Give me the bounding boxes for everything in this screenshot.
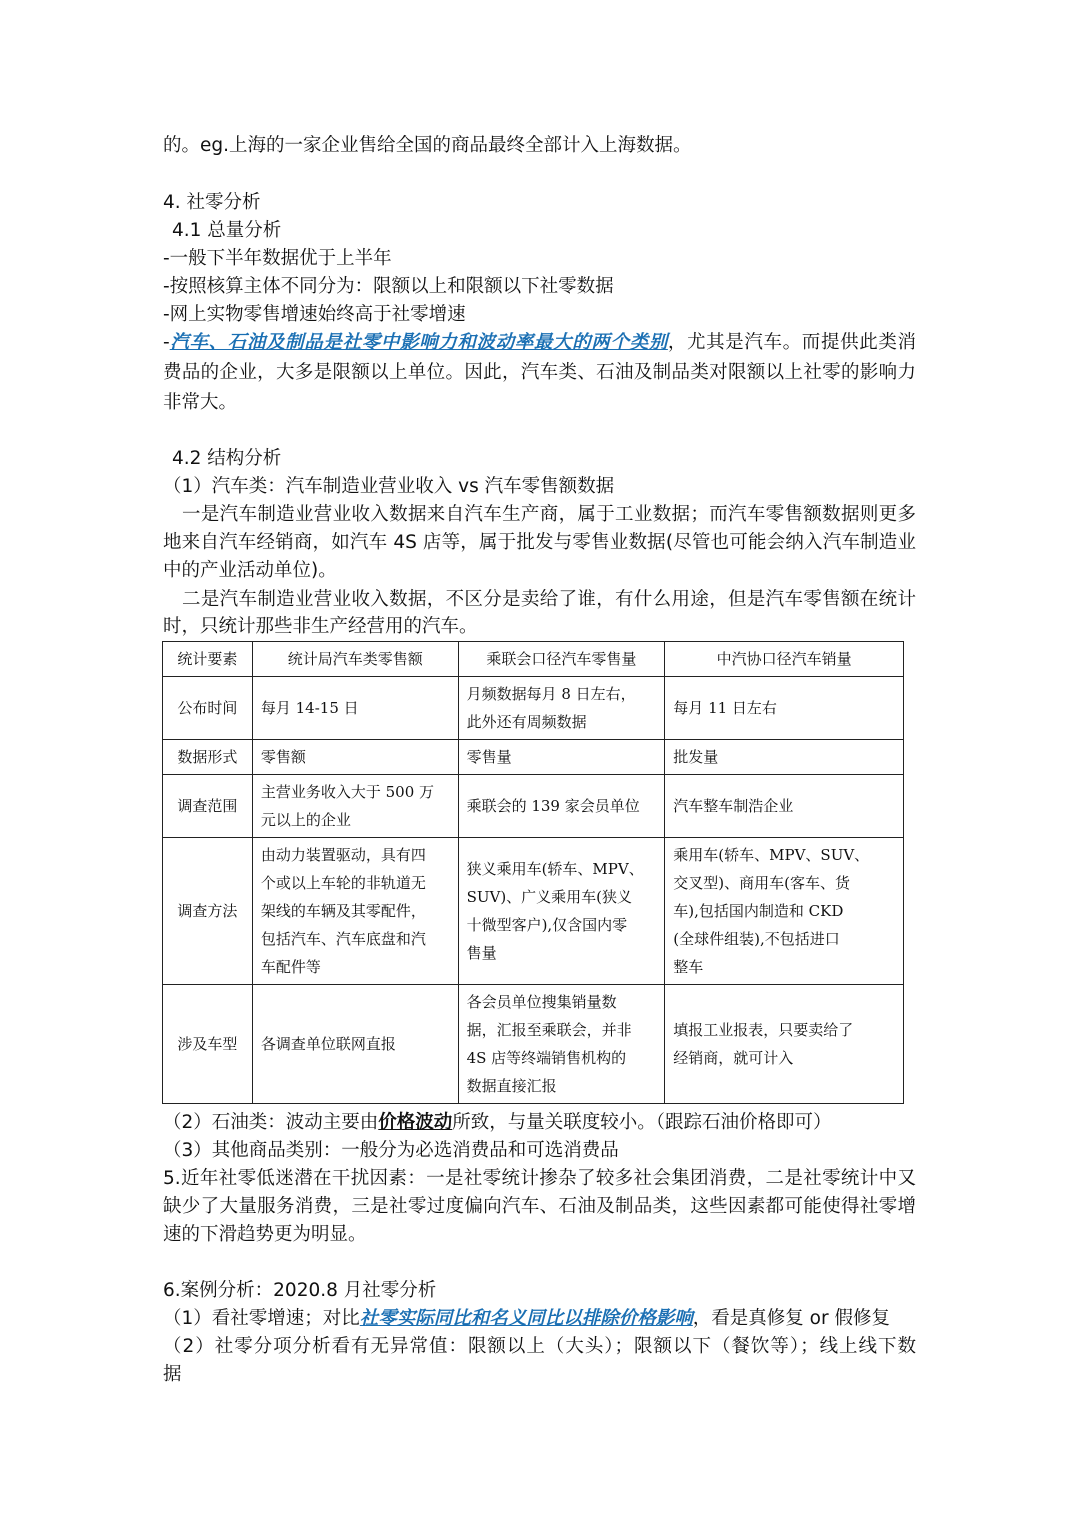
table-cell: 由动力装置驱动，具有四 个或以上车轮的非轨道无 架线的车辆及其零配件， 包括汽车、汽车底盘和汽 车配件等 — [252, 838, 458, 985]
table-cell: 乘联会的 139 家会员单位 — [458, 775, 665, 838]
bullet-2: -按照核算主体不同分为：限额以上和限额以下社零数据 — [163, 276, 614, 297]
section-6-item-2-line-1: （2）社零分项分析看有无异常值：限额以上（大头）；限额以下（餐饮等）；线上线下数 — [163, 1336, 916, 1357]
table-cell: 乘用车(轿车、MPV、SUV、 交叉型)、商用车(客车、货 车),包括国内制造和 CKD (全球件组装),不包括进口 整车 — [665, 838, 904, 985]
comparison-table — [162, 641, 904, 1104]
bullet-3: -网上实物零售增速始终高于社零增速 — [163, 304, 466, 325]
table-cell: 月频数据每月 8 日左右， 此外还有周频数据 — [458, 677, 665, 740]
bullet-4-line-2: 费品的企业，大多是限额以上单位。因此，汽车类、石油及制品类对限额以上社零的影响力 — [163, 362, 916, 383]
table-cell: 各调查单位联网直报 — [252, 985, 458, 1104]
table-header: 乘联会口径汽车零售量 — [458, 642, 665, 677]
section-6-heading: 6.案例分析：2020.8 月社零分析 — [163, 1280, 437, 1301]
table-cell: 零售量 — [458, 740, 665, 775]
highlight-link[interactable]: 社零实际同比和名义同比以排除价格影响 — [359, 1308, 693, 1329]
section-5-line-1: 5.近年社零低迷潜在干扰因素：一是社零统计掺杂了较多社会集团消费，二是社零统计中又 — [163, 1168, 916, 1189]
table-cell: 每月 11 日左右 — [665, 677, 904, 740]
paragraph-end: 的。eg.上海的一家企业售给全国的商品最终全部计入上海数据。 — [163, 135, 692, 156]
bold-underline-text: 价格波动 — [378, 1112, 453, 1133]
subsection-4-2-heading: 4.2 结构分析 — [172, 448, 282, 469]
table-cell: 各会员单位搜集销量数 据，汇报至乘联会，并非 4S 店等终端销售机构的 数据直接汇报 — [458, 985, 665, 1104]
table-row — [163, 740, 904, 775]
highlight-link[interactable]: 汽车、石油及制品是社零中影响力和波动率最大的两个类别 — [169, 332, 668, 353]
table-header: 统计局汽车类零售额 — [252, 642, 458, 677]
row-label: 调查范围 — [163, 775, 253, 838]
section-4-heading: 4. 社零分析 — [163, 192, 261, 213]
table-cell: 批发量 — [665, 740, 904, 775]
table-cell: 狭义乘用车(轿车、MPV、 SUV)、广义乘用车(狭义 十微型客户),仅含国内零 售量 — [458, 838, 665, 985]
table-row — [163, 677, 904, 740]
item-1-heading: （1）汽车类：汽车制造业营业收入 vs 汽车零售额数据 — [163, 476, 615, 497]
row-label: 公布时间 — [163, 677, 253, 740]
section-6-item-2-line-2: 据 — [163, 1364, 182, 1385]
row-label: 调查方法 — [163, 838, 253, 985]
table-header: 统计要素 — [163, 642, 253, 677]
para2-line-2: 时，只统计那些非生产经营用的汽车。 — [163, 616, 478, 637]
table-header: 中汽协口径汽车销量 — [665, 642, 904, 677]
table-row — [163, 985, 904, 1104]
section-5-line-3: 速的下滑趋势更为明显。 — [163, 1224, 367, 1245]
table-row — [163, 838, 904, 985]
bullet-4-line-1: -汽车、石油及制品是社零中影响力和波动率最大的两个类别，尤其是汽车。而提供此类消 — [163, 332, 916, 353]
table-row — [163, 775, 904, 838]
table-header-row — [163, 642, 904, 677]
table-cell: 零售额 — [252, 740, 458, 775]
section-6-item-1: （1）看社零增速；对比社零实际同比和名义同比以排除价格影响，看是真修复 or 假修复 — [163, 1308, 890, 1329]
bullet-4-line-3: 非常大。 — [163, 392, 238, 413]
row-label: 涉及车型 — [163, 985, 253, 1104]
table-cell: 汽车整车制浩企业 — [665, 775, 904, 838]
item-2: （2）石油类：波动主要由价格波动所致，与量关联度较小。（跟踪石油价格即可） — [163, 1112, 832, 1133]
para1-line-3: 中的产业活动单位)。 — [163, 560, 337, 581]
row-label: 数据形式 — [163, 740, 253, 775]
section-5-line-2: 缺少了大量服务消费，三是社零过度偏向汽车、石油及制品类，这些因素都可能使得社零增 — [163, 1196, 916, 1217]
para2-line-1: 二是汽车制造业营业收入数据，不区分是卖给了谁，有什么用途，但是汽车零售额在统计 — [182, 589, 916, 610]
table-cell: 主营业务收入大于 500 万 元以上的企业 — [252, 775, 458, 838]
table-cell: 每月 14-15 日 — [252, 677, 458, 740]
item-3: （3）其他商品类别：一般分为必选消费品和可选消费品 — [163, 1140, 619, 1161]
table-cell: 填报工业报表，只要卖给了 经销商，就可计入 — [665, 985, 904, 1104]
para1-line-1: 一是汽车制造业营业收入数据来自汽车生产商，属于工业数据；而汽车零售额数据则更多 — [182, 504, 916, 525]
subsection-4-1-heading: 4.1 总量分析 — [172, 220, 282, 241]
para1-line-2: 地来自汽车经销商，如汽车 4S 店等，属于批发与零售业数据(尽管也可能会纳入汽车制造业 — [163, 532, 916, 553]
bullet-1: -一般下半年数据优于上半年 — [163, 248, 392, 269]
